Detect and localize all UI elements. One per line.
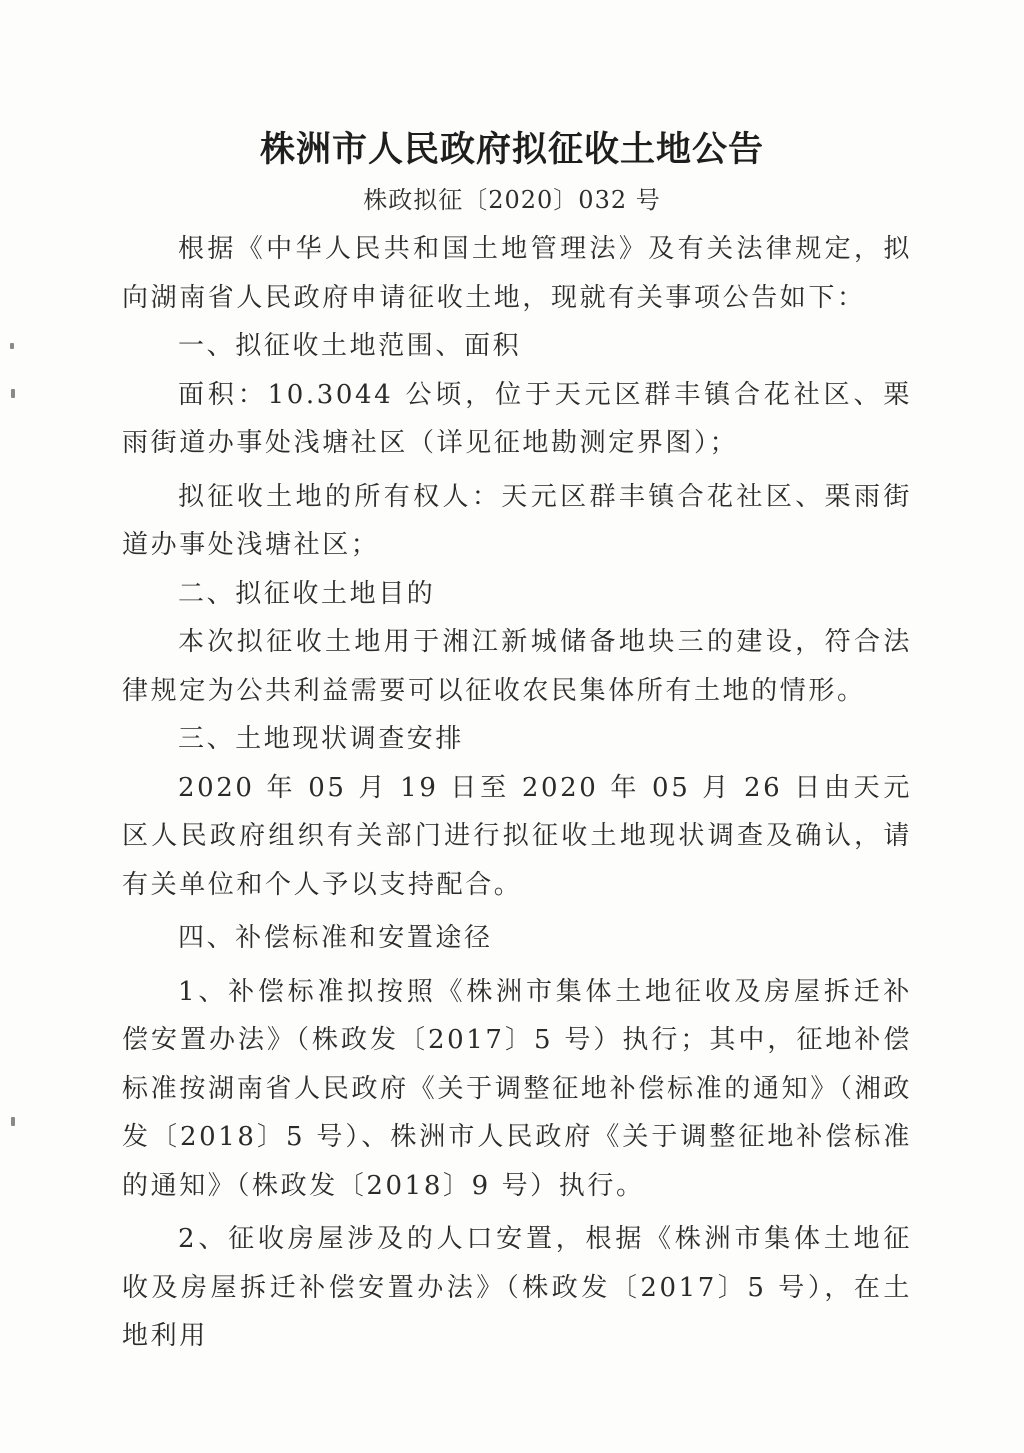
scan-speck xyxy=(10,343,14,349)
section-heading-4: 四、补偿标准和安置途径 xyxy=(178,923,493,953)
paragraph-survey: 2020 年 05 月 19 日至 2020 年 05 月 26 日由天元区人民政府组织有关部门进行拟征收土地现状调查及确认，请有关单位和个人予以支持配合。 xyxy=(122,772,912,900)
paragraph-purpose: 本次拟征收土地用于湘江新城储备地块三的建设，符合法律规定为公共利益需要可以征收农民集体所有土地的情形。 xyxy=(122,627,912,706)
paragraph-owner: 拟征收土地的所有权人：天元区群丰镇合花社区、栗雨街道办事处浅塘社区； xyxy=(122,481,912,560)
scan-speck xyxy=(11,389,15,398)
paragraph-area: 面积：10.3044 公顷，位于天元区群丰镇合花社区、栗雨街道办事处浅塘社区（详见征地勘测定界图）； xyxy=(122,379,912,458)
section-heading-1: 一、拟征收土地范围、面积 xyxy=(178,331,522,361)
paragraph-intro: 根据《中华人民共和国土地管理法》及有关法律规定，拟向湖南省人民政府申请征收土地，现就有关事项公告如下： xyxy=(122,234,912,313)
paragraph-compensation-1: 1、补偿标准拟按照《株洲市集体土地征收及房屋拆迁补偿安置办法》（株政发〔2017〕5 号）执行；其中，征地补偿标准按湖南省人民政府《关于调整征地补偿标准的通知》（湘政发〔2018〕5 号）、株洲市人民政府《关于调整征地补偿标准的通知》（株政发〔2018〕9 号）执行。 xyxy=(122,976,912,1201)
section-heading-2: 二、拟征收土地目的 xyxy=(178,578,436,609)
document-title: 株洲市人民政府拟征收土地公告 xyxy=(259,130,764,170)
section-heading-3: 三、土地现状调查安排 xyxy=(178,724,465,754)
document-body xyxy=(122,225,912,1361)
document-number: 株政拟征〔2020〕032 号 xyxy=(363,186,661,214)
scan-speck xyxy=(11,1117,15,1126)
paragraph-compensation-2: 2、征收房屋涉及的人口安置，根据《株洲市集体土地征收及房屋拆迁补偿安置办法》（株政发〔2017〕5 号），在土地利用 xyxy=(122,1224,912,1351)
